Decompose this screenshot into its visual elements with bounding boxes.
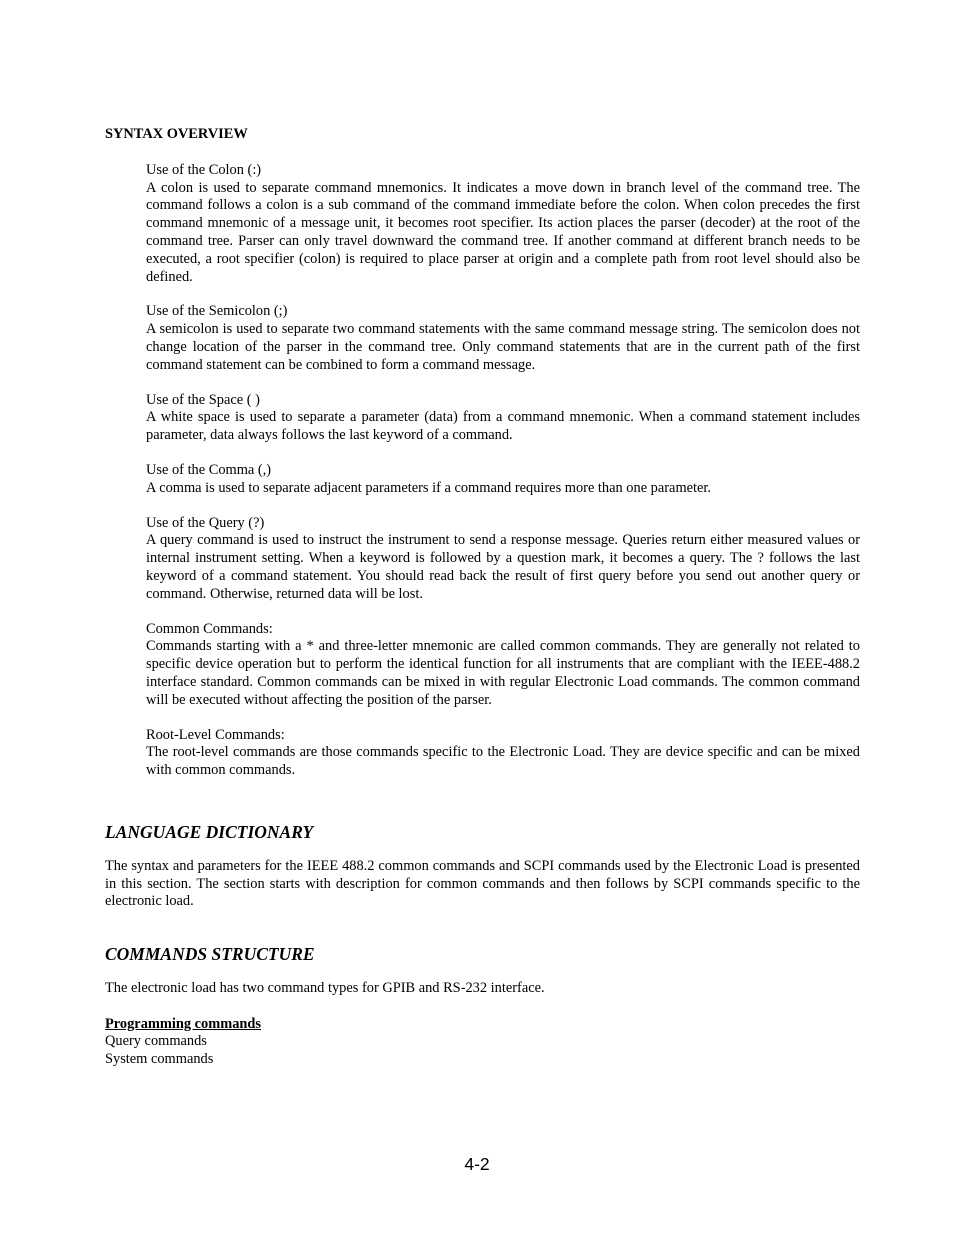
language-dictionary-heading: LANGUAGE DICTIONARY <box>105 821 314 842</box>
syntax-item-body: A query command is used to instruct the instrument to send a response message. Queries return either measured values or internal instrument setting. When a keyword is followed by a question mark, it becomes a query. The ? follows the last keyword of a command statement. You should read back the result of first query before you send out another query or command. Otherwise, returned data will be lost. <box>146 532 860 602</box>
list-item: Query commands <box>105 1033 207 1050</box>
syntax-overview-section <box>146 162 860 780</box>
list-title: Programming commands <box>105 1015 262 1032</box>
page-number: 4-2 <box>464 1154 490 1174</box>
syntax-item-body: Commands starting with a * and three-letter mnemonic are called common commands. They are generally not related to specific device operation but to perform the identical function for all instruments that are compliant with the IEEE-488.2 interface standard. Common commands can be mixed in with regular Electronic Load commands. The common command will be executed without affecting the position of the parser. <box>146 638 860 708</box>
language-dictionary-body: The syntax and parameters for the IEEE 488.2 common commands and SCPI commands used by the Electronic Load is presented in this section. The section starts with description for common commands and then follows by SCPI commands specific to the electronic load. <box>105 857 860 910</box>
syntax-item-body: A comma is used to separate adjacent parameters if a command requires more than one parameter. <box>146 479 711 496</box>
syntax-item-body: A semicolon is used to separate two command statements with the same command message string. The semicolon does not change location of the parser in the command tree. Only command statements that are in the current path of the first command statement can be combined to form a command message. <box>146 321 860 373</box>
syntax-item-root-level <box>146 727 860 780</box>
list-item: System commands <box>105 1051 214 1068</box>
syntax-item-body: A white space is used to separate a parameter (data) from a command mnemonic. When a command statement includes parameter, data always follows the last keyword of a command. <box>146 409 860 444</box>
syntax-item-query <box>146 515 860 604</box>
syntax-item-body: The root-level commands are those commands specific to the Electronic Load. They are device specific and can be mixed with common commands. <box>146 744 860 779</box>
command-types-list <box>105 1016 860 1069</box>
syntax-overview-heading: SYNTAX OVERVIEW <box>105 126 248 142</box>
syntax-item-title: Common Commands: <box>146 620 273 637</box>
syntax-item-title: Use of the Space ( ) <box>146 391 260 408</box>
syntax-item-title: Use of the Semicolon (;) <box>146 303 288 320</box>
syntax-item-title: Use of the Query (?) <box>146 514 265 531</box>
syntax-item-space <box>146 392 860 445</box>
syntax-item-colon <box>146 162 860 287</box>
document-page <box>105 126 860 1069</box>
commands-structure-heading: COMMANDS STRUCTURE <box>105 944 315 965</box>
syntax-item-title: Use of the Colon (:) <box>146 161 262 178</box>
syntax-item-comma <box>146 462 860 498</box>
commands-structure-body: The electronic load has two command types for GPIB and RS-232 interface. <box>105 979 545 996</box>
syntax-item-title: Root-Level Commands: <box>146 726 285 743</box>
syntax-item-title: Use of the Comma (,) <box>146 461 272 478</box>
syntax-item-semicolon <box>146 303 860 374</box>
syntax-item-common-commands <box>146 621 860 710</box>
syntax-item-body: A colon is used to separate command mnemonics. It indicates a move down in branch level of the command tree. The command follows a colon is a sub command of the command immediate before the colon. When colon precedes the first command mnemonic of a message unit, it becomes root specifier. Its action places the parser (decoder) at the root of the command tree. Parser can only travel downward the command tree. If another command at different branch needs to be executed, a root specifier (colon) is required to place parser at origin and a complete path from root level should also be defined. <box>146 179 860 285</box>
